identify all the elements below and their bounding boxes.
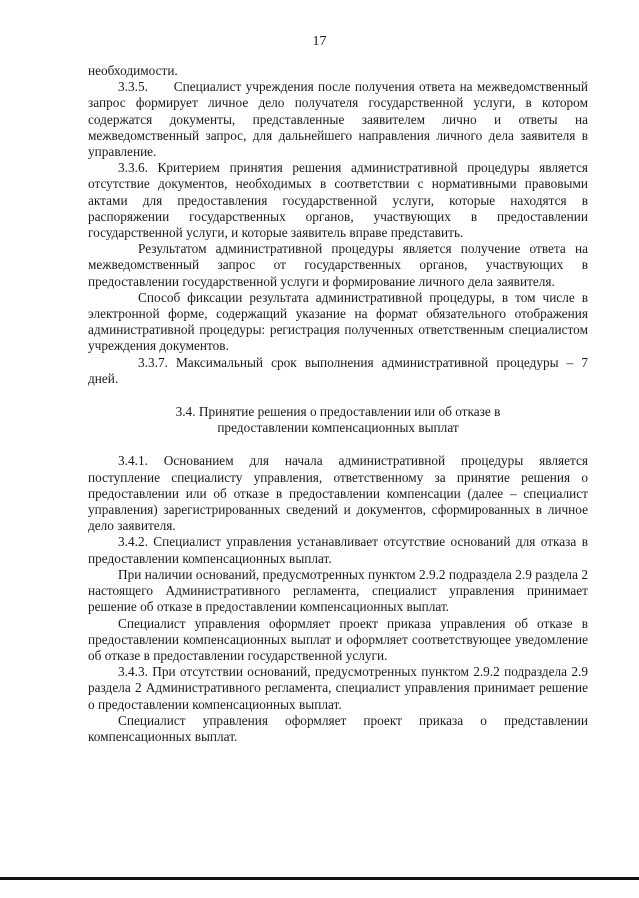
paragraph: Способ фиксации результата административной процедуры, в том числе в электронной форме, содержащий указание на формат обязательного отображения административной процедуры: регистрация полученных ответственным специалистом учреждения документов. xyxy=(88,289,588,354)
section-heading xyxy=(88,404,588,436)
paragraph: 3.4.1. Основанием для начала административной процедуры является поступление специалисту управления, ответственному за принятие решения о предоставлении или об отказе в предоставлении компенсации (далее – специалист управления) зарегистрированных сведений и документов, сформированных в личное дело заявителя. xyxy=(88,453,588,534)
paragraph: Результатом административной процедуры является получение ответа на межведомственный запрос от государственных органов, участвующих в предоставлении государственной услуги и формирование личного дела заявителя. xyxy=(88,241,588,289)
paragraph: 3.3.7. Максимальный срок выполнения административной процедуры – 7 дней. xyxy=(88,354,588,386)
paragraph: необходимости. xyxy=(88,63,178,78)
section-heading-line-1: 3.4. Принятие решения о предоставлении или об отказе в xyxy=(175,404,501,420)
paragraph: 3.3.6. Критерием принятия решения административной процедуры является отсутствие документов, необходимых в соответствии с нормативными правовыми актами для предоставления государственной услуги, которые находятся в распоряжении государственных органов, участвующих в предоставлении государственной услуги, и которые заявитель вправе представить. xyxy=(88,160,588,241)
document-body xyxy=(88,63,588,745)
paragraph: При наличии оснований, предусмотренных пунктом 2.9.2 подраздела 2.9 раздела 2 настоящего Административного регламента, специалист управления принимает решение об отказе в предоставлении компенсационных выплат. xyxy=(88,566,588,615)
paragraph: 3.4.3. При отсутствии оснований, предусмотренных пунктом 2.9.2 подраздела 2.9 раздела 2 Административного регламента, специалист управления принимает решение о предоставлении компенсационных выплат. xyxy=(88,664,588,712)
paragraph: 3.4.2. Специалист управления устанавливает отсутствие оснований для отказа в предоставлении компенсационных выплат. xyxy=(88,534,588,566)
scan-edge-line xyxy=(0,877,639,880)
paragraph: Специалист управления оформляет проект приказа о представлении компенсационных выплат. xyxy=(88,712,588,744)
paragraph: Специалист управления оформляет проект приказа управления об отказе в предоставлении компенсационных выплат и оформляет соответствующее уведомление об отказе в предоставлении государственной услуги. xyxy=(88,615,588,663)
paragraph: 3.3.5. Специалист учреждения после получения ответа на межведомственный запрос формирует личное дело получателя государственной услуги, в котором содержатся документы, представленные заявителем лично и ответы на межведомственный запрос, для дальнейшего направления личного дела заявителя в управление. xyxy=(88,79,588,160)
page-number: 17 xyxy=(312,34,327,49)
section-heading-line-2: предоставлении компенсационных выплат xyxy=(217,420,459,436)
